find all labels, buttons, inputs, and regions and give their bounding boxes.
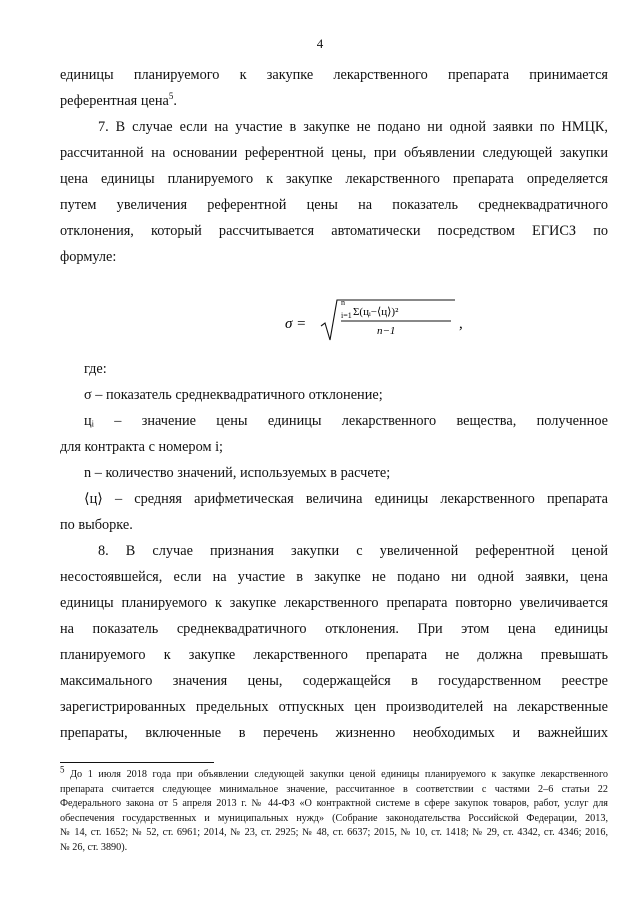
footnote-marker: 5 <box>60 764 65 775</box>
formula-lhs: σ = <box>285 316 307 332</box>
text-line: препараты, включенные в перечень жизненно необходимых и важнейших <box>60 725 608 741</box>
text-line: на показатель среднеквадратичного отклонения. При этом цена единицы <box>60 621 608 637</box>
formula-numerator: Σ(цᵢ−⟨ц⟩)² <box>353 306 399 318</box>
footnote-line: обеспечения государственных и муниципальных нужд» (Собрание законодательства Российской Федерации, 2013, <box>60 812 608 824</box>
text-line: путем увеличения референтной цены на показатель среднеквадратичного <box>60 197 608 213</box>
formula-denominator: n−1 <box>377 325 396 337</box>
sum-superscript: n <box>341 298 345 307</box>
formula-comma: , <box>459 316 463 332</box>
footnote-separator <box>60 762 214 763</box>
sum-subscript: i=1 <box>341 311 352 320</box>
def-sigma: σ – показатель среднеквадратичного отклонение; <box>84 387 383 403</box>
text-line: формуле: <box>60 249 117 265</box>
sigma-formula <box>60 270 608 362</box>
paragraph-7 <box>60 114 608 270</box>
text-line: 7. В случае если на участие в закупке не подано ни одной заявки по НМЦК, <box>98 119 608 135</box>
text-line: несостоявшейся, если на участие в закупке не подано ни одной заявки, цена <box>60 569 608 585</box>
document-body <box>60 62 608 746</box>
text-line: по выборке. <box>60 517 133 533</box>
text-fragment: референтная цена <box>60 93 169 109</box>
text-line: 8. В случае признания закупки с увеличенной референтной ценой <box>98 543 608 559</box>
text-line: единицы планируемого к закупке лекарственного препарата принимается <box>60 67 608 83</box>
text-line <box>60 88 608 114</box>
text-fragment: До 1 июля 2018 года при объявлении следующей закупки ценой единицы планируемого к закупке лекарственного <box>70 769 608 780</box>
text-fragment: . <box>173 93 177 109</box>
text-line: для контракта с номером i; <box>60 439 224 455</box>
page-number: 4 <box>316 36 324 51</box>
text-line: рассчитанной на основании референтной цены, при объявлении следующей закупки <box>60 145 608 161</box>
text-line: цᵢ – значение цены единицы лекарственного вещества, полученное <box>84 413 608 429</box>
text-line: отклонения, который рассчитывается автоматически посредством ЕГИСЗ по <box>60 223 608 239</box>
def-ci <box>60 408 608 460</box>
text-line: планируемого к закупке лекарственного препарата не должна превышать <box>60 647 608 663</box>
footnote-line <box>60 764 608 783</box>
footnote-line: № 26, ст. 3890). <box>60 841 128 853</box>
paragraph-6-tail <box>60 62 608 114</box>
footnote-ref[interactable]: 5 <box>168 91 174 102</box>
formula-graphic <box>285 296 485 346</box>
text-line: зарегистрированных предельных отпускных цен производителей на лекарственные <box>60 699 608 715</box>
def-average <box>60 486 608 538</box>
where-label: где: <box>84 361 107 377</box>
footnote-line: № 14, ст. 1652; № 52, ст. 6961; 2014, № 23, ст. 2925; № 48, ст. 6637; 2015, № 10, ст. 1418; № 29, ст. 4342, ст. 4346; 2016, <box>60 827 608 838</box>
paragraph-8 <box>60 538 608 746</box>
footnote-5 <box>60 764 608 855</box>
text-line: единицы планируемого к закупке лекарственного препарата повторно увеличивается <box>60 595 608 611</box>
footnote-line: Федерального закона от 5 апреля 2013 г. № 44-ФЗ «О контрактной системе в сфере закупок товаров, работ, услуг для <box>60 798 608 809</box>
def-n: n – количество значений, используемых в расчете; <box>84 465 391 481</box>
text-line: ⟨ц⟩ – средняя арифметическая величина единицы лекарственного препарата <box>84 491 608 507</box>
text-line: максимального значения цены, содержащейся в государственном реестре <box>60 673 608 689</box>
text-line: цена единицы планируемого к закупке лекарственного препарата определяется <box>60 171 608 187</box>
footnote-line: препарата считается следующее минимальное значение, рассчитанное в соответствии с частями 2–6 статьи 22 <box>60 783 608 795</box>
